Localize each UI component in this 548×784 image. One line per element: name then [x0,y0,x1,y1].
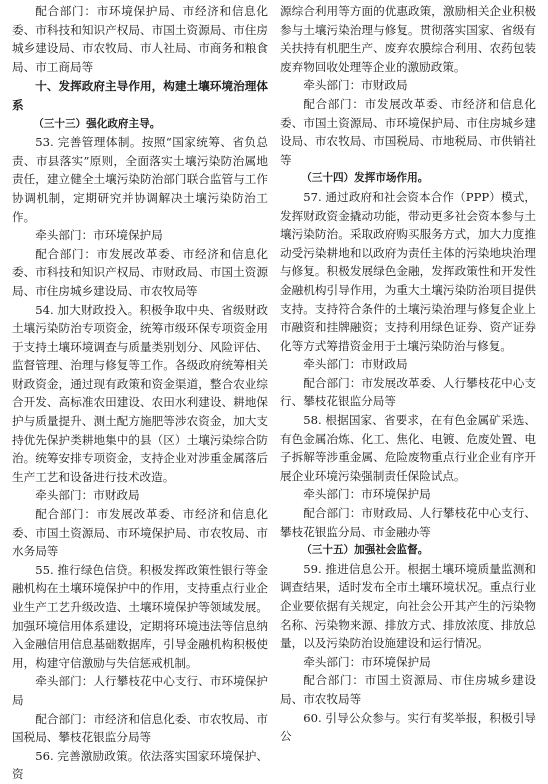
paragraph-53: 53. 完善管理体制。按照“国家统筹、省负总责、市县落实”原则，全面落实土壤污染防治属地责任，建立健全土壤污染防治部门联合监管与工作协调机制，定期研究并协调解决土壤污染防治工作。 [12,135,268,224]
paragraph-54: 54. 加大财政投入。积极争取中央、省级财政土壤污染防治专项资金，统筹市级环保专项资金用于支持土壤环境调查与质量类别划分、风险评估、监督管理、治理与修复等工作。各级政府统筹相关财政资金，通过现有政策和资金渠道，整合农业综合开发、高标准农田建设、农田水利建设、耕地保护与质量提升、测土配方施肥等涉农资金，加大支持优先保护类耕地集中的县（区）土壤污染综合防治。统筹安排专项资金，支持企业对涉重金属落后生产工艺和设备进行技术改造。 [12,302,268,484]
lead-department: 牵头部门：市环境保护局 [303,654,431,669]
lead-department: 牵头部门：市财政局 [303,78,408,93]
lead-department: 牵头部门：市环境保护局 [303,487,431,502]
paragraph-57: 57. 通过政府和社会资本合作（PPP）模式，发挥财政资金撬动功能，带动更多社会资本参与土壤污染防治。采取政府购买服务方式，加大力度推动受污染耕地和以政府为责任主体的污染地块治理与修复。积极发展绿色金融，发挥政策性和开发性金融机构引导作用，为重大土壤污染防治项目提供支持。支持符合条件的土壤污染治理与修复企业上市融资和挂牌融资；支持利用绿色证券、资产证券化等方式筹措资金用于土壤污染防治与修复。 [280,189,536,353]
lead-department: 牵头部门：市环境保护局 [35,228,163,243]
coordinating-departments: 配合部门：市发展改革委、市经济和信息化委、市国土资源局、市环境保护局、市农牧局、市水务局等 [12,507,268,559]
paragraph-60: 60. 引导公众参与。实行有奖举报，积极引导公 [280,710,536,744]
coordinating-departments: 配合部门：市发展改革委、人行攀枝花中心支行、攀枝花银监分局等 [280,375,536,409]
coordinating-departments: 配合部门：市发展改革委、市经济和信息化委、市国土资源局、市环境保护局、市住房城乡建设局、市农牧局、市国税局、市地税局、市供销社等 [280,96,536,167]
paragraph-56-continued: 源综合利用等方面的优惠政策，激励相关企业积极参与土壤污染治理与修复。贯彻落实国家、省级有关扶持有机肥生产、废弃农膜综合利用、农药包装废弃物回收处理等企业的激励政策。 [280,4,536,74]
subsection-heading: （三十三）强化政府主导。 [33,117,161,130]
paragraph-58: 58. 根据国家、省要求，在有色金属矿采选、有色金属冶炼、化工、焦化、电镀、危废处置、电子拆解等涉重金属、危险废物重点行业企业有序开展企业环境污染强制责任保险试点。 [280,413,536,483]
coordinating-departments: 配合部门：市经济和信息化委、市农牧局、市国税局、攀枝花银监分局等 [12,711,268,745]
subsection-heading: （三十五）加强社会监督。 [301,544,429,557]
subsection-heading: （三十四）发挥市场作用。 [301,172,429,185]
lead-department: 牵头部门：人行攀枝花中心支行、市环境保护局 [12,674,268,707]
coordinating-departments: 配合部门：市发展改革委、市经济和信息化委、市科技和知识产权局、市财政局、市国土资源局、市住房城乡建设局、市农牧局等 [12,246,268,298]
section-heading: 十、发挥政府主导作用，构建土壤环境治理体系 [12,79,268,112]
paragraph-59: 59. 推进信息公开。根据土壤环境质量监测和调查结果，适时发布全市土壤环境状况。重点行业企业要依据有关规定，向社会公开其产生的污染物名称、污染物来源、排放方式、排放浓度、排放总量，以及污染防治设施建设和运行情况。 [280,561,536,651]
coordinating-departments: 配合部门：市环境保护局、市经济和信息化委、市科技和知识产权局、市国土资源局、市住房城乡建设局、市农牧局、市人社局、市商务和粮食局、市工商局等 [12,4,268,74]
coordinating-departments: 配合部门：市国土资源局、市住房城乡建设局、市农牧局等 [280,673,536,706]
paragraph-55: 55. 推行绿色信贷。积极发挥政策性银行等金融机构在土壤环境保护中的作用，支持重点行业企业生产工艺升级改造、土壤环境保护等领域发展。加强环境信用体系建设，定期将环境违法等信息纳入金融信用信息基础数据库，引导金融机构积极使用，构建守信激励与失信惩戒机制。 [12,562,268,670]
lead-department: 牵头部门：市财政局 [35,488,140,503]
left-column [12,2,268,784]
paragraph-56: 56. 完善激励政策。依法落实国家环境保护、资 [12,748,268,782]
coordinating-departments: 配合部门：市财政局、人行攀枝花中心支行、攀枝花银监分局、市金融办等 [280,506,536,539]
right-column [280,2,536,746]
lead-department: 牵头部门：市财政局 [303,357,408,372]
